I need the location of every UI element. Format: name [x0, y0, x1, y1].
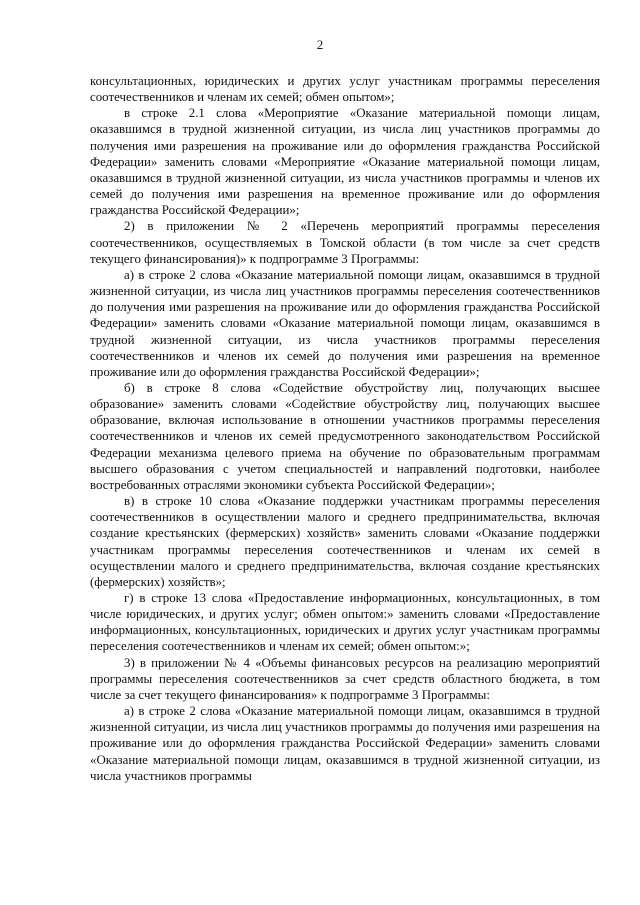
paragraph-4: а) в строке 2 слова «Оказание материальной помощи лицам, оказавшимся в трудной жизненной ситуации, из числа лиц участников программы переселения соотечественников до получения ими разрешения на проживание или до оформления гражданства Российской Федерации» заменить словами «Оказание материальной помощи лицам, оказавшимся в трудной жизненной ситуации, из числа участников программы переселения соотечественников и членов их семей до получения ими разрешения на временное проживание или до оформления гражданства Российской Федерации»;	[90, 267, 600, 379]
paragraph-8: 3) в приложении № 4 «Объемы финансовых ресурсов на реализацию мероприятий программы переселения соотечественников за счет средств областного бюджета, в том числе за счет текущего финансирования» к подпрограмме 3 Программы:	[90, 655, 600, 702]
paragraph-2: в строке 2.1 слова «Мероприятие «Оказание материальной помощи лицам, оказавшимся в трудной жизненной ситуации, из числа лиц участников программы до получения ими разрешения на проживание или до оформления гражданства Российской Федерации» заменить словами «Мероприятие «Оказание материальной помощи лицам, оказавшимся в трудной жизненной ситуации, из числа участников программы и членов их семей до получения ими разрешения на временное проживание или до оформления гражданства Российской Федерации»;	[90, 106, 600, 218]
paragraph-1: консультационных, юридических и других услуг участникам программы переселения соотечественников и членам их семей; обмен опытом»;	[90, 74, 600, 105]
paragraph-3: 2) в приложении № 2 «Перечень мероприятий программы переселения соотечественников, осуществляемых в Томской области (в том числе за счет средств текущего финансирования)» к подпрограмме 3 Программы:	[90, 219, 600, 266]
page-number: 2	[316, 37, 324, 52]
paragraph-7: г) в строке 13 слова «Предоставление информационных, консультационных, в том числе юридических, и других услуг; обмен опытом:» заменить словами «Предоставление информационных, консультационных, юридических и других услуг участникам программы переселения соотечественников и членам их семей; обмен опытом:»;	[90, 591, 600, 654]
paragraph-5: б) в строке 8 слова «Содействие обустройству лиц, получающих высшее образование» заменить словами «Содействие обустройству лиц, получающих высшее образование, включая использование в отношении участников программы переселения соотечественников и членов их семей предусмотренного законодательством Российской Федерации механизма целевого приема на обучение по образовательным программам высшего образования с учетом специальностей и направлений подготовки, наиболее востребованных отраслями экономики субъекта Российской Федерации»;	[90, 380, 600, 492]
document-body	[90, 73, 600, 784]
paragraph-6: в) в строке 10 слова «Оказание поддержки участникам программы переселения соотечественников в осуществлении малого и среднего предпринимательства, включая создание крестьянских (фермерских) хозяйств» заменить словами «Оказание поддержки участникам программы переселения соотечественников и членам их семей в осуществлении малого и среднего предпринимательства, включая создание крестьянских (фермерских) хозяйств»;	[90, 494, 600, 589]
paragraph-9: а) в строке 2 слова «Оказание материальной помощи лицам, оказавшимся в трудной жизненной ситуации, из числа лиц участников программы до получения ими разрешения на проживание или до оформления гражданства Российской Федерации» заменить словами «Оказание материальной помощи лицам, оказавшимся в трудной жизненной ситуации, из числа участников программы	[90, 704, 600, 783]
